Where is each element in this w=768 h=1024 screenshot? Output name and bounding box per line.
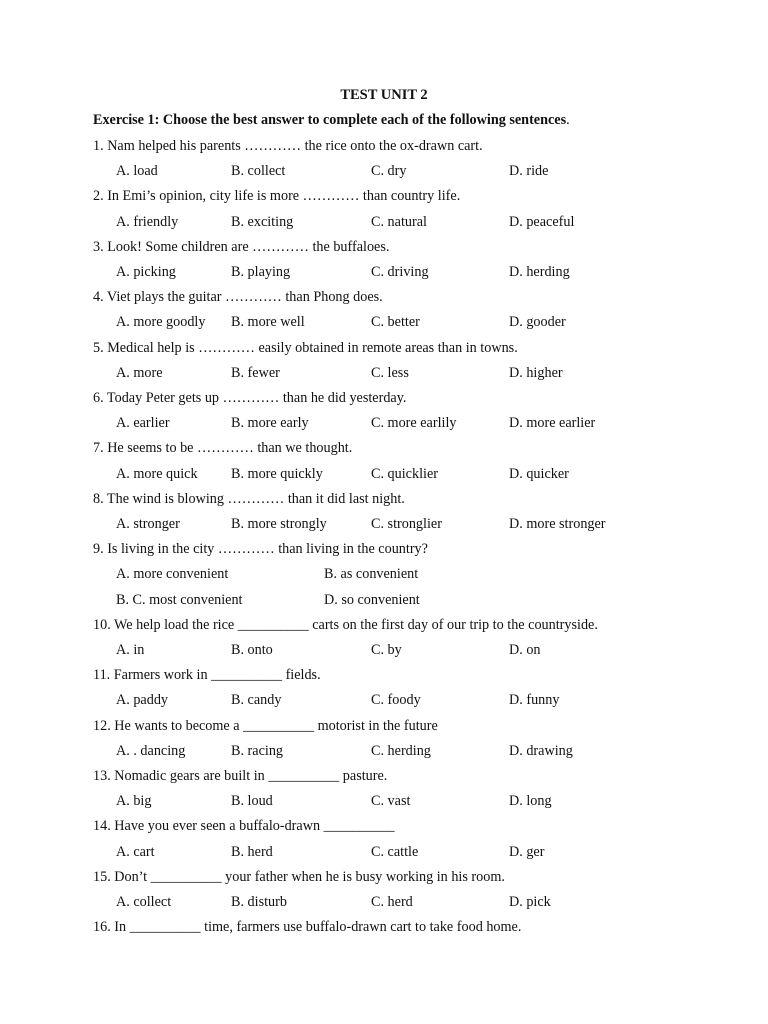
- answer-option[interactable]: B. more quickly: [231, 466, 323, 482]
- question-text: 15. Don’t __________ your father when he is busy working in his room.: [93, 869, 505, 885]
- answer-option[interactable]: A. more quick: [116, 466, 198, 482]
- answer-option[interactable]: B. more strongly: [231, 516, 327, 532]
- answer-option[interactable]: B. candy: [231, 692, 282, 708]
- answer-option[interactable]: C. herding: [371, 743, 431, 759]
- answer-option[interactable]: B. as convenient: [324, 566, 419, 582]
- answer-option[interactable]: A. picking: [116, 264, 176, 280]
- answer-option[interactable]: C. driving: [371, 264, 429, 280]
- question-text: 1. Nam helped his parents ………… the rice onto the ox-drawn cart.: [93, 138, 483, 154]
- answer-option[interactable]: C. dry: [371, 163, 407, 179]
- answer-option[interactable]: D. ger: [509, 844, 545, 860]
- question-text: 5. Medical help is ………… easily obtained in remote areas than in towns.: [93, 340, 518, 356]
- answer-option[interactable]: D. so convenient: [324, 592, 420, 608]
- answer-option[interactable]: D. more earlier: [509, 415, 596, 431]
- answer-option[interactable]: D. pick: [509, 894, 551, 910]
- answer-option[interactable]: C. more earlily: [371, 415, 457, 431]
- page-title: TEST UNIT 2: [340, 87, 428, 103]
- answer-option[interactable]: D. herding: [509, 264, 570, 280]
- exercise-instruction: [93, 112, 570, 129]
- answer-option[interactable]: A. more goodly: [116, 314, 206, 330]
- question-text: 8. The wind is blowing ………… than it did last night.: [93, 491, 405, 507]
- answer-option[interactable]: B. disturb: [231, 894, 287, 910]
- answer-option[interactable]: D. funny: [509, 692, 560, 708]
- answer-option[interactable]: A. load: [116, 163, 158, 179]
- question-text: 13. Nomadic gears are built in __________ pasture.: [93, 768, 388, 784]
- answer-option[interactable]: B. more early: [231, 415, 309, 431]
- answer-option[interactable]: A. cart: [116, 844, 155, 860]
- answer-option[interactable]: D. quicker: [509, 466, 569, 482]
- question-text: 10. We help load the rice __________ carts on the first day of our trip to the countryside.: [93, 617, 598, 633]
- answer-option[interactable]: A. stronger: [116, 516, 180, 532]
- answer-option[interactable]: C. herd: [371, 894, 413, 910]
- answer-option[interactable]: C. quicklier: [371, 466, 438, 482]
- exercise-heading-period: .: [566, 112, 570, 128]
- answer-option[interactable]: B. playing: [231, 264, 291, 280]
- answer-option[interactable]: C. by: [371, 642, 402, 658]
- question-text: 4. Viet plays the guitar ………… than Phong does.: [93, 289, 383, 305]
- answer-option[interactable]: A. more: [116, 365, 163, 381]
- answer-option[interactable]: D. on: [509, 642, 541, 658]
- answer-option[interactable]: D. long: [509, 793, 552, 809]
- answer-option[interactable]: B. more well: [231, 314, 305, 330]
- question-text: 16. In __________ time, farmers use buffalo-drawn cart to take food home.: [93, 919, 522, 935]
- answer-option[interactable]: B. exciting: [231, 214, 294, 230]
- answer-option[interactable]: A. friendly: [116, 214, 179, 230]
- question-text: 14. Have you ever seen a buffalo-drawn __________: [93, 818, 395, 834]
- exercise-heading: Exercise 1: Choose the best answer to complete each of the following sentences: [93, 112, 567, 128]
- question-text: 6. Today Peter gets up ………… than he did yesterday.: [93, 390, 407, 406]
- answer-option[interactable]: A. earlier: [116, 415, 170, 431]
- answer-option[interactable]: C. less: [371, 365, 409, 381]
- answer-option[interactable]: C. better: [371, 314, 420, 330]
- question-text: 2. In Emi’s opinion, city life is more ………… than country life.: [93, 188, 461, 204]
- answer-option[interactable]: C. stronglier: [371, 516, 442, 532]
- answer-option[interactable]: A. big: [116, 793, 152, 809]
- answer-option[interactable]: B. C. most convenient: [116, 592, 243, 608]
- answer-option[interactable]: B. onto: [231, 642, 273, 658]
- answer-option[interactable]: C. foody: [371, 692, 421, 708]
- question-text: 9. Is living in the city ………… than living in the country?: [93, 541, 428, 557]
- answer-option[interactable]: D. ride: [509, 163, 549, 179]
- answer-option[interactable]: A. more convenient: [116, 566, 229, 582]
- answer-option[interactable]: B. collect: [231, 163, 286, 179]
- answer-option[interactable]: A. . dancing: [116, 743, 186, 759]
- answer-option[interactable]: B. fewer: [231, 365, 280, 381]
- answer-option[interactable]: C. cattle: [371, 844, 419, 860]
- question-text: 12. He wants to become a __________ motorist in the future: [93, 718, 438, 734]
- answer-option[interactable]: D. peaceful: [509, 214, 575, 230]
- answer-option[interactable]: D. more stronger: [509, 516, 606, 532]
- question-text: 7. He seems to be ………… than we thought.: [93, 440, 353, 456]
- answer-option[interactable]: D. higher: [509, 365, 563, 381]
- answer-option[interactable]: A. in: [116, 642, 145, 658]
- answer-option[interactable]: B. racing: [231, 743, 284, 759]
- question-text: 11. Farmers work in __________ fields.: [93, 667, 321, 683]
- answer-option[interactable]: C. natural: [371, 214, 427, 230]
- answer-option[interactable]: A. collect: [116, 894, 172, 910]
- question-text: 3. Look! Some children are ………… the buffaloes.: [93, 239, 390, 255]
- answer-option[interactable]: A. paddy: [116, 692, 169, 708]
- answer-option[interactable]: B. loud: [231, 793, 273, 809]
- answer-option[interactable]: C. vast: [371, 793, 411, 809]
- answer-option[interactable]: D. gooder: [509, 314, 566, 330]
- answer-option[interactable]: B. herd: [231, 844, 273, 860]
- answer-option[interactable]: D. drawing: [509, 743, 573, 759]
